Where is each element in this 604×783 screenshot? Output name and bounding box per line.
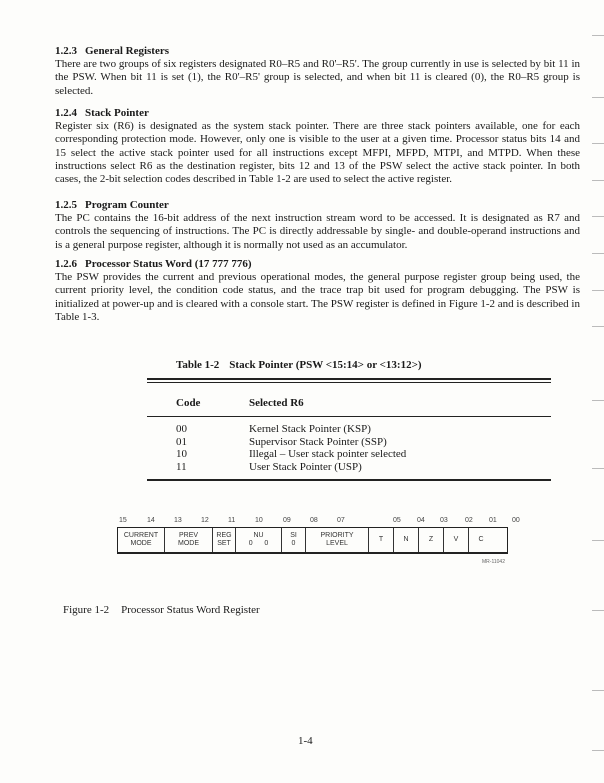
psw-field bbox=[213, 528, 236, 552]
scan-edge-mark bbox=[592, 97, 604, 98]
field-sublabel: MODE bbox=[130, 540, 152, 547]
code-cell: 00 bbox=[176, 423, 187, 435]
section-body: The PSW provides the current and previous operational modes, the general purpose register group being used, the current priority level, the condition code status, and the trace trap bit used for program debugging. The PSW is initialized at power-up and is cleared with a console start. The PSW register is defined in Figure 1-2 and is described in Table 1-3. bbox=[55, 271, 580, 323]
psw-field bbox=[282, 528, 306, 552]
section-heading bbox=[55, 107, 580, 120]
section-title: Program Counter bbox=[85, 199, 169, 211]
scan-edge-mark bbox=[592, 35, 604, 36]
scan-edge-mark bbox=[592, 540, 604, 541]
bit-number: 12 bbox=[201, 517, 209, 524]
section-body: Register six (R6) is designated as the system stack pointer. There are three stack pointers available, one for each corresponding protection mode. However, only one is visible to the user at a given time. Processor status bits 14 and 15 select the active stack pointer used for all instructions except MFPI, MFPD, MTPI, and MTPD. When these instructions select R6 as the destination register, bits 12 and 13 of the PSW select the active stack pointer. In both cases, the 2-bit selection codes described in Table 1-2 are used to select the active register. bbox=[55, 120, 580, 186]
bit-number: 04 bbox=[417, 517, 425, 524]
selected-r6-cell: Kernel Stack Pointer (KSP) bbox=[249, 423, 371, 435]
table-top-rule-2 bbox=[147, 382, 551, 383]
scan-edge-mark bbox=[592, 690, 604, 691]
field-label: CURRENT bbox=[123, 532, 159, 539]
table-top-rule bbox=[147, 378, 551, 380]
field-label: Z bbox=[428, 536, 434, 543]
section-general-registers bbox=[55, 45, 580, 98]
selected-r6-cell: User Stack Pointer (USP) bbox=[249, 460, 362, 473]
figure-code: MR-11042 bbox=[482, 559, 505, 565]
section-heading bbox=[55, 258, 580, 271]
bit-number: 10 bbox=[255, 517, 263, 524]
scan-edge-mark bbox=[592, 143, 604, 144]
table-title bbox=[176, 359, 432, 371]
column-header-code: Code bbox=[176, 397, 201, 409]
figure-title: Processor Status Word Register bbox=[121, 604, 260, 616]
scan-edge-mark bbox=[592, 253, 604, 254]
table-bottom-rule bbox=[147, 479, 551, 481]
bit-number: 09 bbox=[283, 517, 291, 524]
field-label: T bbox=[378, 536, 384, 543]
psw-field bbox=[419, 528, 444, 552]
bit-number: 13 bbox=[174, 517, 182, 524]
section-heading bbox=[55, 199, 580, 212]
field-sublabel: 0 0 bbox=[248, 540, 269, 547]
page-number: 1-4 bbox=[298, 735, 313, 747]
psw-field bbox=[369, 528, 394, 552]
field-sublabel: 0 bbox=[291, 540, 296, 547]
psw-field bbox=[469, 528, 493, 552]
selected-r6-cell: Illegal – User stack pointer selected bbox=[249, 448, 407, 460]
psw-field bbox=[165, 528, 213, 552]
scan-edge-mark bbox=[592, 468, 604, 469]
section-stack-pointer bbox=[55, 107, 580, 186]
scan-edge-mark bbox=[592, 290, 604, 291]
column-header-selected-r6: Selected R6 bbox=[249, 397, 304, 409]
scan-edge-mark bbox=[592, 400, 604, 401]
field-label: N bbox=[403, 536, 409, 543]
bit-number: 15 bbox=[119, 517, 127, 524]
bit-number: 07 bbox=[337, 517, 345, 524]
figure-caption bbox=[63, 604, 272, 616]
scan-edge-mark bbox=[592, 216, 604, 217]
section-program-counter bbox=[55, 199, 580, 252]
section-body: The PC contains the 16-bit address of the next instruction stream word to be accessed. It is designated as R7 and controls the sequencing of instructions. The PC is directly addressable by single- and double-operand instructions and is a general purpose register, although it is normally not used as an accumulator. bbox=[55, 212, 580, 251]
field-sublabel: LEVEL bbox=[326, 540, 348, 547]
field-sublabel: SET bbox=[217, 540, 231, 547]
bit-number: 00 bbox=[512, 517, 520, 524]
code-cell: 10 bbox=[176, 448, 187, 460]
psw-register-diagram bbox=[117, 527, 508, 554]
bit-number: 11 bbox=[228, 517, 236, 524]
field-label: NU bbox=[253, 532, 264, 539]
scan-edge-mark bbox=[592, 326, 604, 327]
psw-field bbox=[306, 528, 369, 552]
bit-number: 14 bbox=[147, 517, 155, 524]
table-caption: Stack Pointer (PSW <15:14> or <13:12>) bbox=[229, 359, 422, 371]
field-label: V bbox=[453, 536, 459, 543]
bit-number: 08 bbox=[310, 517, 318, 524]
table-number: Table 1-2 bbox=[176, 359, 220, 371]
code-cell: 01 bbox=[176, 435, 187, 448]
psw-field bbox=[444, 528, 469, 552]
psw-field bbox=[118, 528, 165, 552]
section-number: 1.2.6 bbox=[55, 258, 77, 270]
field-label: PRIORITY bbox=[320, 532, 354, 539]
section-number: 1.2.5 bbox=[55, 199, 77, 211]
section-heading bbox=[55, 45, 580, 58]
field-label: REG bbox=[216, 532, 232, 539]
section-title: General Registers bbox=[85, 45, 169, 57]
section-title: Stack Pointer bbox=[85, 107, 149, 119]
bit-number: 03 bbox=[440, 517, 448, 524]
psw-field bbox=[236, 528, 282, 552]
code-cell: 11 bbox=[176, 460, 187, 473]
psw-field bbox=[394, 528, 419, 552]
field-label: SI bbox=[290, 532, 297, 539]
bit-number: 01 bbox=[489, 517, 497, 524]
section-title: Processor Status Word (17 777 776) bbox=[85, 258, 252, 270]
scan-edge-mark bbox=[592, 610, 604, 611]
section-number: 1.2.4 bbox=[55, 107, 77, 119]
field-label: C bbox=[478, 536, 484, 543]
section-processor-status-word bbox=[55, 258, 580, 324]
scan-edge-mark bbox=[592, 180, 604, 181]
field-label: PREV bbox=[178, 532, 199, 539]
selected-r6-cell: Supervisor Stack Pointer (SSP) bbox=[249, 435, 387, 448]
table-header-rule bbox=[147, 416, 551, 417]
scan-edge-mark bbox=[592, 750, 604, 751]
section-body: There are two groups of six registers designated R0–R5 and R0'–R5'. The group currently in use is selected by bit 11 in the PSW. When bit 11 is set (1), the R0'–R5' group is selected, and when bit 11 is cleared (0), the R0–R5 group is selected. bbox=[55, 58, 580, 97]
figure-number: Figure 1-2 bbox=[63, 604, 110, 616]
bit-number: 02 bbox=[465, 517, 473, 524]
bit-numbers bbox=[117, 517, 520, 526]
bit-number: 05 bbox=[393, 517, 401, 524]
section-number: 1.2.3 bbox=[55, 45, 77, 57]
field-sublabel: MODE bbox=[178, 540, 199, 547]
